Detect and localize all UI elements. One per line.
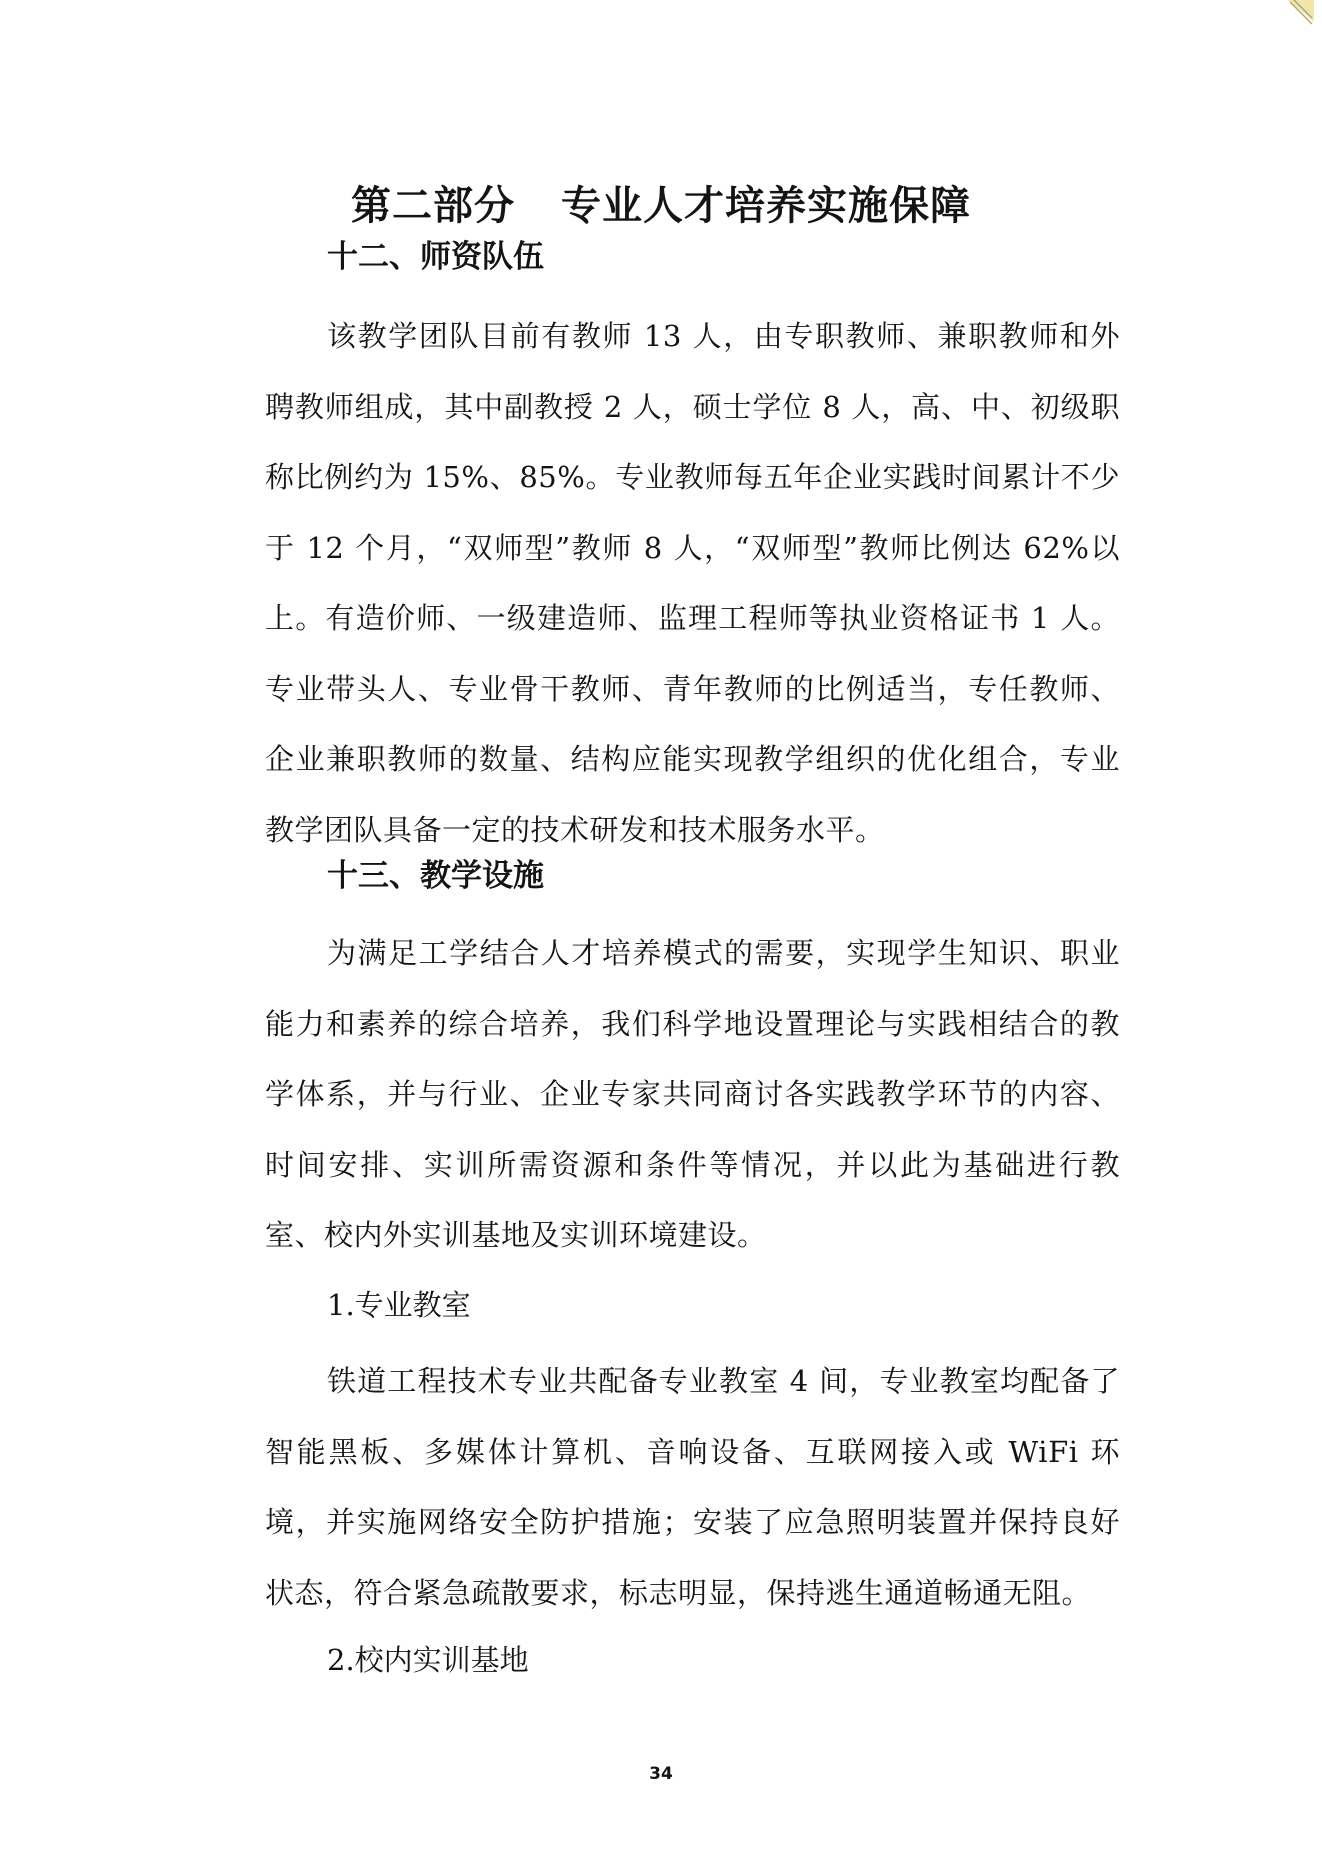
paragraph-faculty: 该教学团队目前有教师 13 人，由专职教师、兼职教师和外聘教师组成，其中副教授 2 人，硕士学位 8 人，高、中、初级职称比例约为 15%、85%。专业教师每五年企业实践时间累计不少于 12 个月，“双师型”教师 8 人，“双师型”教师比例达 62%以上。有造价师、一级建造师、监理工程师等执业资格证书 1 人。专业带头人、专业骨干教师、青年教师的比例适当，专任教师、企业兼职教师的数量、结构应能实现教学组织的优化组合，专业教学团队具备一定的技术研发和技术服务水平。 (265, 319, 1120, 847)
section-heading-facilities: 十三、教学设施 (327, 858, 544, 894)
sub-heading-classroom: 1.专业教室 (327, 1288, 471, 1322)
paragraph-classroom: 铁道工程技术专业共配备专业教室 4 间，专业教室均配备了智能黑板、多媒体计算机、音响设备、互联网接入或 WiFi 环境，并实施网络安全防护措施；安装了应急照明装置并保持良好状态，符合紧急疏散要求，标志明显，保持逃生通道畅通无阻。 (265, 1364, 1120, 1610)
page-corner-fold-icon (1288, 0, 1314, 28)
sub-heading-training-base: 2.校内实训基地 (327, 1643, 529, 1677)
section-heading-faculty: 十二、师资队伍 (327, 239, 544, 275)
part-title-text: 专业人才培养实施保障 (561, 183, 971, 229)
page-number: 34 (649, 1764, 673, 1784)
part-title-number: 第二部分 (351, 183, 515, 229)
part-title (0, 180, 1322, 232)
paragraph-facilities: 为满足工学结合人才培养模式的需要，实现学生知识、职业能力和素养的综合培养，我们科学地设置理论与实践相结合的教学体系，并与行业、企业专家共同商讨各实践教学环节的内容、时间安排、实训所需资源和条件等情况，并以此为基础进行教室、校内外实训基地及实训环境建设。 (265, 936, 1120, 1252)
